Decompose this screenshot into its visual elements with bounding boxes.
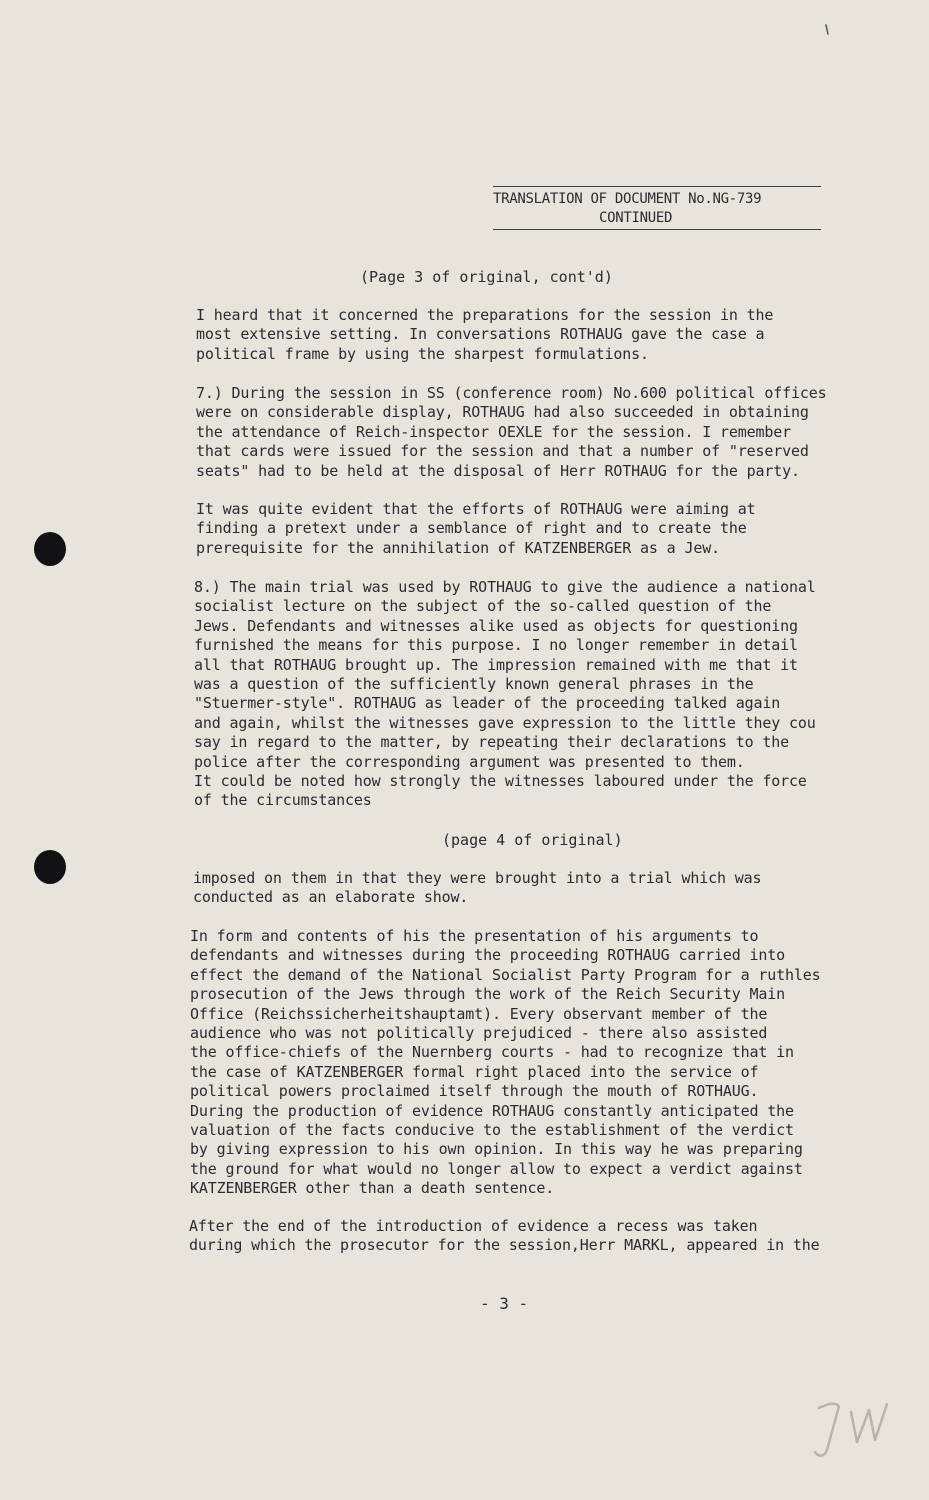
paragraph-imposed: imposed on them in that they were brought into a trial which was conducted as an elaborate show.	[193, 869, 762, 907]
paragraph-7: 7.) During the session in SS (conference room) No.600 political offices were on considerable display, ROTHAUG had also succeeded in obtaining the attendance of Reich-inspector OEXLE for the session. I remember that cards were issued for the session and that a number of "reserved seats" had to be held at the disposal of Herr ROTHAUG for the party.	[196, 384, 827, 480]
paragraph-after-evidence: After the end of the introduction of evidence a recess was taken during which the prosecutor for the session,Herr MARKL, appeared in the	[189, 1217, 820, 1255]
document-header	[493, 186, 821, 230]
header-title: TRANSLATION OF DOCUMENT No.NG-739	[493, 191, 762, 207]
paragraph-form-contents: In form and contents of his the presentation of his arguments to defendants and witnesses during the proceeding ROTHAUG carried into effect the demand of the National Socialist Party Program for a ruthles prosecution of the Jews through the work of the Reich Security Main Office (Reichssicherheitshauptamt). Every observant member of the audience who was not politically prejudiced - there also assisted the office-chiefs of the Nuernberg courts - had to recognize that in the case of KATZENBERGER formal right placed into the service of political powers proclaimed itself through the mouth of ROTHAUG. During the production of evidence ROTHAUG constantly anticipated the valuation of the facts conducive to the establishment of the verdict by giving expression to his own opinion. In this way he was preparing the ground for what would no longer allow to expect a verdict against KATZENBERGER other than a death sentence.	[190, 927, 821, 1198]
paragraph-8: 8.) The main trial was used by ROTHAUG to give the audience a national socialist lecture on the subject of the so-called question of the Jews. Defendants and witnesses alike used as objects for questioning furnished the means for this purpose. I no longer remember in detail all that ROTHAUG brought up. The impression remained with me that it was a question of the sufficiently known general phrases in the "Stuermer-style". ROTHAUG as leader of the proceeding talked again and again, whilst the witnesses gave expression to the little they cou say in regard to the matter, by repeating their declarations to the police after the corresponding argument was presented to them. It could be noted how strongly the witnesses laboured under the force of the circumstances	[194, 578, 816, 810]
punch-hole-upper	[34, 532, 66, 566]
paragraph-intro: I heard that it concerned the preparations for the session in the most extensive setting. In conversations ROTHAUG gave the case a political frame by using the sharpest formulations.	[196, 306, 774, 363]
header-subtitle: CONTINUED	[493, 209, 821, 230]
handwritten-initials-mark	[805, 1390, 895, 1470]
stray-mark	[820, 22, 834, 38]
page-marker-4: (page 4 of original)	[442, 831, 623, 849]
page-number: - 3 -	[480, 1294, 529, 1313]
page-marker-3: (Page 3 of original, cont'd)	[360, 268, 613, 286]
punch-hole-lower	[34, 850, 66, 884]
paragraph-evident: It was quite evident that the efforts of ROTHAUG were aiming at finding a pretext under a semblance of right and to create the prerequisite for the annihilation of KATZENBERGER as a Jew.	[196, 500, 756, 557]
